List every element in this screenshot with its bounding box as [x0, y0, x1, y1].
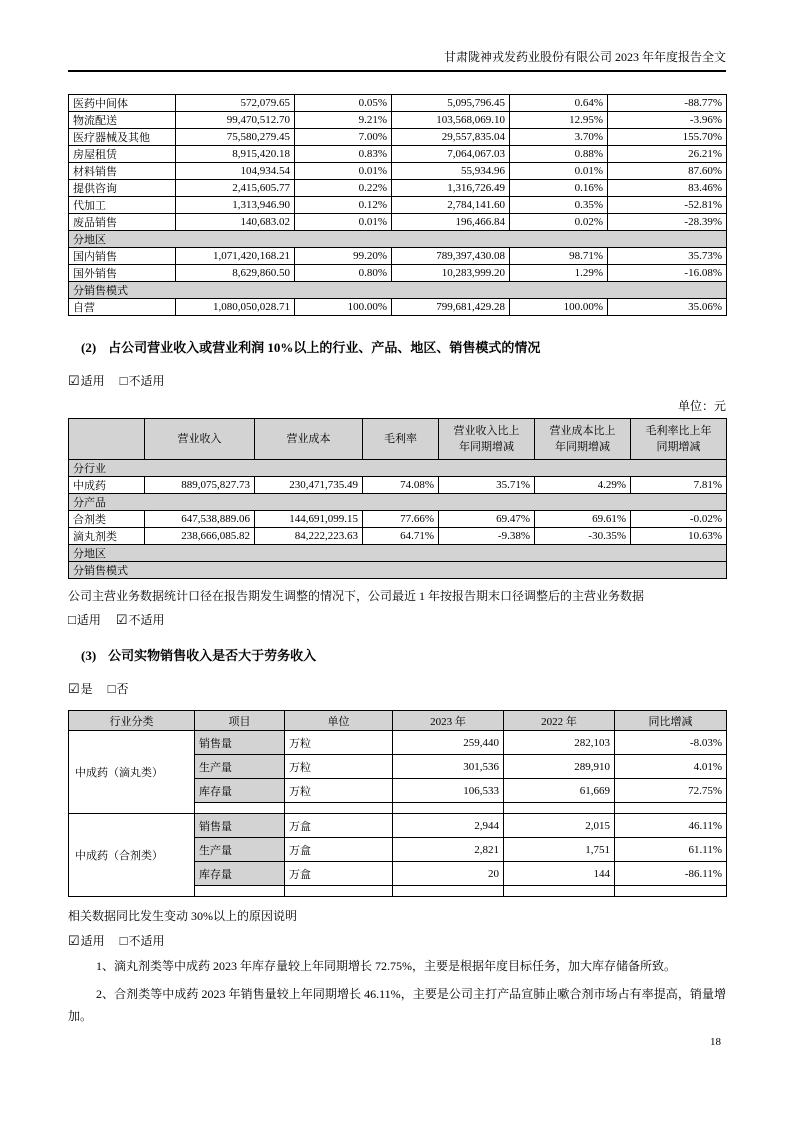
table-cell: 789,397,430.08 [392, 248, 510, 265]
table-cell: 647,538,889.06 [145, 511, 255, 528]
section-title: 占公司营业收入或营业利润 10%以上的行业、产品、地区、销售模式的情况 [108, 340, 541, 355]
table-cell: 万粒 [285, 755, 393, 779]
section-heading-2 [68, 340, 726, 356]
table-cell: 196,466.84 [392, 214, 510, 231]
table-cell: 8,915,420.18 [176, 146, 295, 163]
table-cell: 代加工 [69, 197, 176, 214]
table-cell: 库存量 [195, 862, 285, 886]
table-row [69, 528, 727, 545]
table-cell: 销售量 [195, 814, 285, 838]
table-cell: 289,910 [504, 755, 615, 779]
table-cell: 20 [393, 862, 504, 886]
table-cell: 103,568,069.10 [392, 112, 510, 129]
table-cell: 1.29% [510, 265, 608, 282]
section-row [69, 460, 727, 477]
table-cell: 万盒 [285, 862, 393, 886]
table-cell: 140,683.02 [176, 214, 295, 231]
checkbox-checked-icon: ☑ [68, 933, 80, 948]
table-cell: 库存量 [195, 779, 285, 803]
table-cell: 12.95% [510, 112, 608, 129]
table-cell: 万盒 [285, 814, 393, 838]
table-cell: 0.22% [295, 180, 392, 197]
table-row [69, 731, 727, 755]
section-label: 分产品 [69, 494, 727, 511]
table-cell [195, 886, 285, 897]
table-cell: 61,669 [504, 779, 615, 803]
table-row [69, 511, 727, 528]
table-cell: 144,691,099.15 [255, 511, 363, 528]
section-row [69, 545, 727, 562]
table-cell: 0.88% [510, 146, 608, 163]
table-cell: 合剂类 [69, 511, 145, 528]
table-cell: 自营 [69, 299, 176, 316]
table-cell: 提供咨询 [69, 180, 176, 197]
table-cell: 0.01% [295, 214, 392, 231]
table-cell: 1,316,726.49 [392, 180, 510, 197]
table-cell: -88.77% [608, 95, 727, 112]
table-cell: 7.00% [295, 129, 392, 146]
section-row [69, 282, 727, 299]
table-cell: 0.16% [510, 180, 608, 197]
table-cell: 1,080,050,028.71 [176, 299, 295, 316]
checkbox-label: 否 [116, 682, 129, 696]
section-label: 分行业 [69, 460, 727, 477]
checkbox-label: 不适用 [128, 374, 165, 388]
table-header-cell: 2023 年 [393, 711, 504, 731]
reason-title: 相关数据同比发生变动 30%以上的原因说明 [68, 909, 297, 923]
table-header-row [69, 419, 727, 460]
checkbox-label: 适用 [76, 613, 101, 627]
section-row [69, 562, 727, 579]
checkbox-checked-icon: ☑ [68, 373, 80, 388]
table-header-cell: 营业成本 [255, 419, 363, 460]
table-cell: 259,440 [393, 731, 504, 755]
header-rule [68, 70, 726, 72]
table-cell: 75,580,279.45 [176, 129, 295, 146]
table-header-cell: 营业成本比上 年同期增减 [535, 419, 631, 460]
checkbox-unchecked-icon: □ [107, 681, 116, 696]
table-cell: 9.21% [295, 112, 392, 129]
table-cell: -3.96% [608, 112, 727, 129]
table-header-cell: 单位 [285, 711, 393, 731]
table-cell: 83.46% [608, 180, 727, 197]
table-cell: 4.29% [535, 477, 631, 494]
table-cell: 2,415,605.77 [176, 180, 295, 197]
table-cell [393, 803, 504, 814]
table-cell [393, 886, 504, 897]
table-cell: 万粒 [285, 731, 393, 755]
table-cell: 0.12% [295, 197, 392, 214]
table-cell: 2,784,141.60 [392, 197, 510, 214]
table-cell: 64.71% [363, 528, 439, 545]
table-cell: -16.08% [608, 265, 727, 282]
table-row [69, 146, 727, 163]
table-cell: 74.08% [363, 477, 439, 494]
table-cell: 0.35% [510, 197, 608, 214]
checkbox-label: 不适用 [128, 934, 165, 948]
table-cell: 废品销售 [69, 214, 176, 231]
section-title: 公司实物销售收入是否大于劳务收入 [108, 648, 317, 663]
table-cell: 238,666,085.82 [145, 528, 255, 545]
table-cell: 7,064,067.03 [392, 146, 510, 163]
table-cell: 98.71% [510, 248, 608, 265]
page-number: 18 [710, 1036, 721, 1048]
table-cell: 155.70% [608, 129, 727, 146]
table-cell: 医疗器械及其他 [69, 129, 176, 146]
table-cell: 0.64% [510, 95, 608, 112]
checkbox-label: 是 [80, 682, 93, 696]
table-cell: 72.75% [615, 779, 727, 803]
table-row [69, 248, 727, 265]
table-row [69, 112, 727, 129]
table-cell: 销售量 [195, 731, 285, 755]
table-cell: 61.11% [615, 838, 727, 862]
applicable-checkline [68, 612, 726, 628]
checkbox-unchecked-icon: □ [119, 373, 128, 388]
table-cell: -30.35% [535, 528, 631, 545]
table-cell: 5,095,796.45 [392, 95, 510, 112]
section-label: 分销售模式 [69, 562, 727, 579]
table-cell: 物流配送 [69, 112, 176, 129]
table-header-cell: 毛利率 [363, 419, 439, 460]
section-number: (3) [81, 648, 97, 663]
table-cell: 2,944 [393, 814, 504, 838]
table-cell: 7.81% [631, 477, 727, 494]
table-row [69, 265, 727, 282]
table-header-cell: 同比增减 [615, 711, 727, 731]
table-cell: 滴丸剂类 [69, 528, 145, 545]
table-cell: 799,681,429.28 [392, 299, 510, 316]
table-row [69, 214, 727, 231]
table-cell [615, 803, 727, 814]
table-cell: -0.02% [631, 511, 727, 528]
table-row [69, 129, 727, 146]
table-cell: 35.71% [439, 477, 535, 494]
table-cell: 100.00% [295, 299, 392, 316]
table-cell: 0.80% [295, 265, 392, 282]
table-cell [504, 803, 615, 814]
table-cell: 84,222,223.63 [255, 528, 363, 545]
table-cell [195, 803, 285, 814]
yes-no-checkline [68, 681, 726, 697]
reason-item: 1、滴丸剂类等中成药 2023 年库存量较上年同期增长 72.75%，主要是根据年度目标任务，加大库存储备所致。 [96, 959, 676, 973]
table-header-cell [69, 419, 145, 460]
table-row [69, 163, 727, 180]
table-cell: 生产量 [195, 838, 285, 862]
section-row [69, 494, 727, 511]
table-cell: 55,934.96 [392, 163, 510, 180]
category-cell: 中成药（滴丸类） [69, 731, 195, 814]
section-label: 分销售模式 [69, 282, 727, 299]
unit-label: 单位：元 [677, 399, 726, 413]
table-cell: 1,071,420,168.21 [176, 248, 295, 265]
table-cell: 0.05% [295, 95, 392, 112]
reason-item: 2、合剂类等中成药 2023 年销售量较上年同期增长 46.11%，主要是公司主打产品宣肺止嗽合剂市场占有率提高，销量增加。 [68, 987, 726, 1023]
table-cell: 0.02% [510, 214, 608, 231]
table-cell: 26.21% [608, 146, 727, 163]
table-cell: 99.20% [295, 248, 392, 265]
table-cell: 77.66% [363, 511, 439, 528]
table-header-cell: 毛利率比上年 同期增减 [631, 419, 727, 460]
table-row [69, 180, 727, 197]
checkbox-checked-icon: ☑ [68, 681, 80, 696]
table-cell: 万粒 [285, 779, 393, 803]
table-cell: 房屋租赁 [69, 146, 176, 163]
table-cell: 46.11% [615, 814, 727, 838]
table-cell: 104,934.54 [176, 163, 295, 180]
section-label: 分地区 [69, 545, 727, 562]
checkbox-checked-icon: ☑ [115, 612, 128, 627]
table-cell [504, 886, 615, 897]
table-cell [615, 886, 727, 897]
table-cell: 生产量 [195, 755, 285, 779]
table-cell: 1,751 [504, 838, 615, 862]
checkbox-unchecked-icon: □ [68, 612, 76, 627]
table-cell: 87.60% [608, 163, 727, 180]
table-header-cell: 营业收入比上 年同期增减 [439, 419, 535, 460]
table-cell: 0.01% [510, 163, 608, 180]
applicable-checkline [68, 933, 726, 949]
table-cell: -28.39% [608, 214, 727, 231]
table-cell: 8,629,860.50 [176, 265, 295, 282]
checkbox-label: 适用 [80, 374, 105, 388]
table-cell [285, 803, 393, 814]
table-cell: 2,015 [504, 814, 615, 838]
table-cell: -86.11% [615, 862, 727, 886]
table-cell: 2,821 [393, 838, 504, 862]
table-cell: 282,103 [504, 731, 615, 755]
table-header-cell: 2022 年 [504, 711, 615, 731]
table-row [69, 197, 727, 214]
table-row [69, 814, 727, 838]
table-cell: 69.47% [439, 511, 535, 528]
table-cell: -9.38% [439, 528, 535, 545]
table-cell: -8.03% [615, 731, 727, 755]
table-row [69, 477, 727, 494]
table-cell: 106,533 [393, 779, 504, 803]
section-row [69, 231, 727, 248]
table-cell: 10,283,999.20 [392, 265, 510, 282]
table-cell: 1,313,946.90 [176, 197, 295, 214]
table-cell: 35.06% [608, 299, 727, 316]
table-cell: 99,470,512.70 [176, 112, 295, 129]
checkbox-label: 不适用 [128, 613, 165, 627]
checkbox-unchecked-icon: □ [119, 933, 128, 948]
table-cell: 10.63% [631, 528, 727, 545]
physical-sales-table [68, 710, 727, 897]
table-header-cell: 项目 [195, 711, 285, 731]
table-cell: 国内销售 [69, 248, 176, 265]
table-cell: 35.73% [608, 248, 727, 265]
table-cell: 万盒 [285, 838, 393, 862]
table-cell: 材料销售 [69, 163, 176, 180]
report-header-title: 甘肃陇神戎发药业股份有限公司 2023 年年度报告全文 [443, 50, 726, 64]
table-cell: 301,536 [393, 755, 504, 779]
variation-reasons [68, 909, 726, 1027]
table-cell: 572,079.65 [176, 95, 295, 112]
table-cell: 69.61% [535, 511, 631, 528]
table-cell: 4.01% [615, 755, 727, 779]
table-header-cell: 行业分类 [69, 711, 195, 731]
section-label: 分地区 [69, 231, 727, 248]
table-cell: 3.70% [510, 129, 608, 146]
table-cell: -52.81% [608, 197, 727, 214]
table-row [69, 299, 727, 316]
table-cell: 0.83% [295, 146, 392, 163]
checkbox-label: 适用 [80, 934, 105, 948]
table-cell: 0.01% [295, 163, 392, 180]
revenue-breakdown-table [68, 94, 727, 316]
table-cell: 100.00% [510, 299, 608, 316]
table-cell: 144 [504, 862, 615, 886]
section-number: (2) [81, 340, 97, 355]
table-cell: 国外销售 [69, 265, 176, 282]
table-cell: 230,471,735.49 [255, 477, 363, 494]
section-heading-3 [68, 648, 726, 664]
table-row [69, 95, 727, 112]
adjustment-note: 公司主营业务数据统计口径在报告期发生调整的情况下，公司最近 1 年按报告期末口径调整后的主营业务数据 [68, 589, 645, 603]
industry-product-region-table [68, 418, 727, 579]
table-cell [285, 886, 393, 897]
table-cell: 中成药 [69, 477, 145, 494]
category-cell: 中成药（合剂类） [69, 814, 195, 897]
table-header-row [69, 711, 727, 731]
table-header-cell: 营业收入 [145, 419, 255, 460]
applicable-checkline [68, 373, 726, 389]
table-cell: 889,075,827.73 [145, 477, 255, 494]
table-cell: 医药中间体 [69, 95, 176, 112]
table-cell: 29,557,835.04 [392, 129, 510, 146]
